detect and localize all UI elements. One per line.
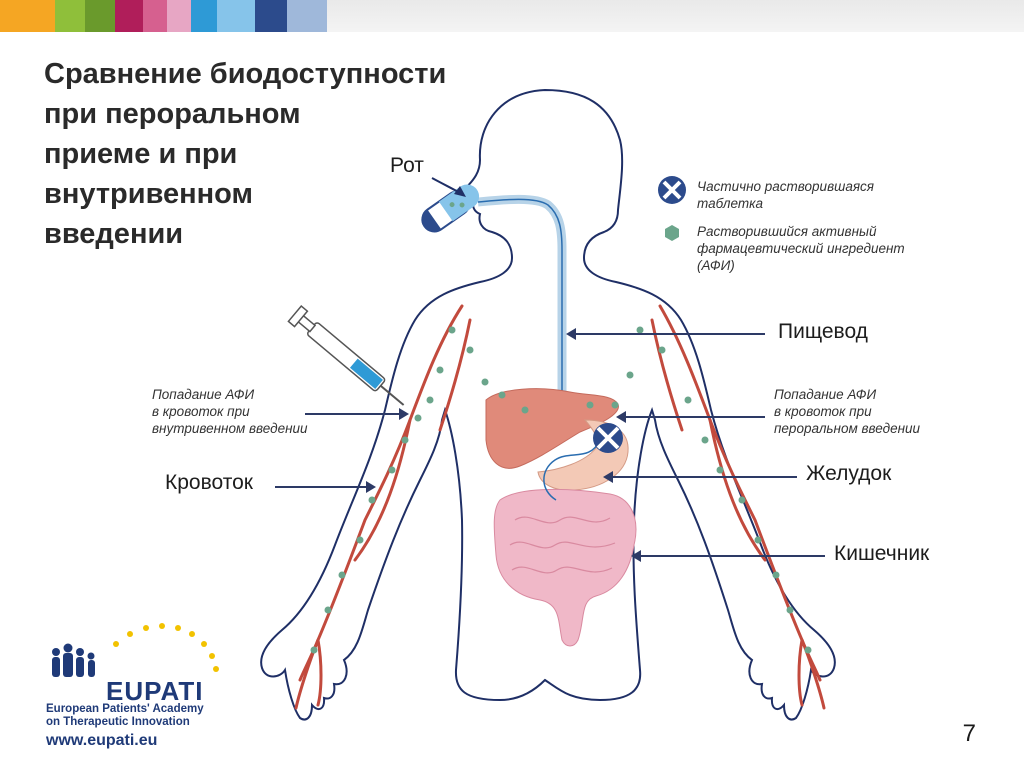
logo-url[interactable]: www.eupati.eu bbox=[46, 732, 158, 749]
stomach-arrow bbox=[612, 476, 797, 478]
legend-api-icon bbox=[663, 224, 681, 242]
mouth-label: Рот bbox=[390, 154, 424, 177]
legend-tablet-line: таблетка bbox=[697, 196, 763, 211]
iv-entry-line: Попадание АФИ bbox=[152, 387, 255, 402]
oral-entry-line: в кровоток при bbox=[774, 404, 872, 419]
esophagus-arrow bbox=[575, 333, 765, 335]
legend-tablet-line: Частично растворившаяся bbox=[697, 179, 874, 194]
bloodstream-label: Кровоток bbox=[165, 471, 253, 494]
iv-entry-line: в кровоток при bbox=[152, 404, 250, 419]
stomach-label: Желудок bbox=[806, 462, 892, 485]
title-line: внутривенном bbox=[44, 178, 253, 210]
oral-entry-line: Попадание АФИ bbox=[774, 387, 877, 402]
oral-entry-label bbox=[774, 386, 920, 437]
legend-tablet-icon bbox=[656, 174, 688, 206]
intestine-label: Кишечник bbox=[834, 542, 930, 565]
bloodstream-arrow bbox=[275, 486, 367, 488]
logo-subtitle bbox=[46, 703, 204, 729]
title-line: при пероральном bbox=[44, 98, 301, 130]
logo-subtitle-line: European Patients' Academy bbox=[46, 703, 204, 715]
title-line: введении bbox=[44, 218, 184, 250]
legend-api-line: фармацевтический ингредиент bbox=[697, 241, 905, 256]
intestine-arrow bbox=[640, 555, 825, 557]
iv-entry-label bbox=[152, 386, 308, 437]
legend-api-line: Растворившийся активный bbox=[697, 224, 877, 239]
page-number: 7 bbox=[962, 720, 976, 747]
iv-entry-arrow bbox=[305, 413, 400, 415]
logo-subtitle-line: on Therapeutic Innovation bbox=[46, 716, 190, 728]
people-silhouettes bbox=[52, 644, 95, 678]
iv-entry-line: внутривенном введении bbox=[152, 421, 308, 436]
oral-entry-arrow bbox=[625, 416, 765, 418]
stars-arc bbox=[113, 623, 219, 672]
title-line: Сравнение биодоступности bbox=[44, 58, 447, 90]
legend-tablet-text bbox=[697, 178, 874, 212]
esophagus-label: Пищевод bbox=[778, 320, 868, 343]
logo-name: EUPATI bbox=[106, 676, 204, 706]
title-line: приеме и при bbox=[44, 138, 238, 170]
legend-api-line: (АФИ) bbox=[697, 258, 735, 273]
oral-entry-line: пероральном введении bbox=[774, 421, 921, 436]
tablet-in-stomach-icon bbox=[593, 423, 623, 453]
legend-api-text bbox=[697, 223, 905, 274]
